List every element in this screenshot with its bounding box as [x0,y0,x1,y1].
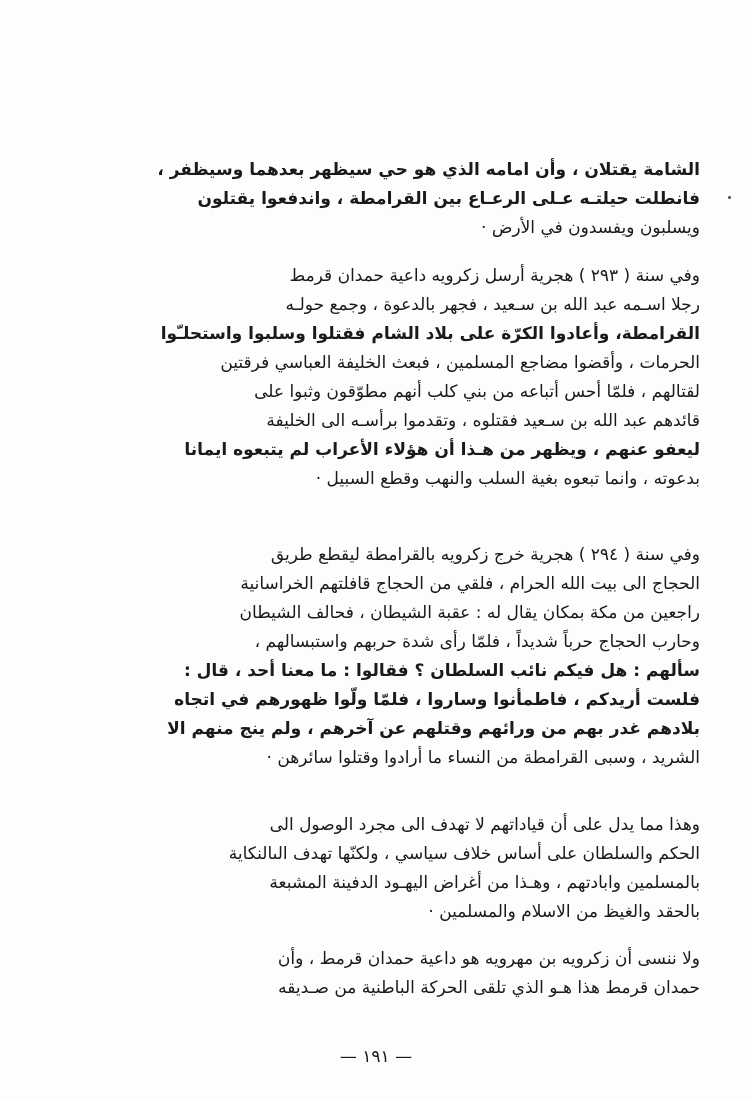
paragraph-3 [70,541,700,773]
text-line: قائدهم عبد الله بن سـعيد فقتلوه ، وتقدموا برأسـه الى الخليفة [266,411,700,431]
text-line: لقتالهم ، فلمّا أحس أتباعه من بني كلب أنهم مطوّقون وثبوا على [254,382,700,402]
paragraph-1 [70,156,700,243]
text-line: الشريد ، وسبى القرامطة من النساء ما أرادوا وقتلوا سائرهن · [266,748,700,768]
paragraph-4 [70,811,700,927]
text-line: وهذا مما يدل على أن قياداتهم لا تهدف الى مجرد الوصول الى [269,815,700,835]
text-line: وفي سنة ( ٢٩٤ ) هجرية خرج زكرويه بالقرامطة ليقطع طريق [270,545,700,565]
text-line: وفي سنة ( ٢٩٣ ) هجرية أرسل زكرويه داعية حمدان قرمط [289,266,700,286]
text-line: الحجاج الى بيت الله الحرام ، فلقي من الحجاج قافلتهم الخراسانية [240,574,700,594]
text-line: ويسلبون ويفسدون في الأرض · [481,218,700,238]
text-line: سألهم : هل فيكم نائب السلطان ؟ فقالوا : ما معنا أحد ، قال : [183,661,700,681]
text-line: بدعوته ، وانما تبعوه بغية السلب والنهب وقطع السبيل · [315,469,700,489]
text-line: رجلا اسـمه عبد الله بن سـعيد ، فجهر بالدعوة ، وجمع حولـه [285,295,700,315]
text-line: الشامة يقتلان ، وأن امامه الذي هو حي سيظهر بعدهما وسيظفر ، [157,160,700,180]
text-line: راجعين من مكة بمكان يقال له : عقبة الشيطان ، فحالف الشيطان [239,603,700,623]
text-line: فلست أريدكم ، فاطمأنوا وساروا ، فلمّا ولّوا ظهورهم في اتجاه [174,690,700,710]
paragraph-2 [70,262,700,494]
text-line: بالحقد والغيظ من الاسلام والمسلمين · [428,902,700,922]
text-line: القرامطة، وأعادوا الكرّة على بلاد الشام فقتلوا وسلبوا واستحلـّوا [160,324,700,344]
text-line: وحارب الحجاج حرباً شديداً ، فلمّا رأى شدة حربهم واستبسالهم ، [254,632,700,652]
paragraph-5 [70,945,700,1003]
text-line: بلادهم غدر بهم من ورائهم وقتلهم عن آخرهم ، ولم ينج منهم الا [167,719,700,739]
text-line: الحكم والسلطان على أساس خلاف سياسي ، ولكنّها تهدف الىالنكاية [228,844,700,864]
text-line: ليعفو عنهم ، ويظهر من هـذا أن هؤلاء الأعراب لم يتبعوه ايمانا [184,440,700,460]
text-line: الحرمات ، وأقضوا مضاجع المسلمين ، فبعث الخليفة العباسي فرقتين [220,353,700,373]
scan-speck [728,196,731,199]
text-line: ولا ننسى أن زكرويه بن مهرويه هو داعية حمدان قرمط ، وأن [277,949,700,969]
page-number: — ١٩١ — [339,1047,413,1067]
text-line: فانطلت حيلتـه عـلى الرعـاع بين القرامطة ، واندفعوا يقتلون [197,189,700,209]
text-line: حمدان قرمط هذا هـو الذي تلقى الحركة الباطنية من صـديقه [278,978,700,998]
text-line: بالمسلمين وابادتهم ، وهـذا من أغراض اليهـود الدفينة المشبعة [269,873,700,893]
